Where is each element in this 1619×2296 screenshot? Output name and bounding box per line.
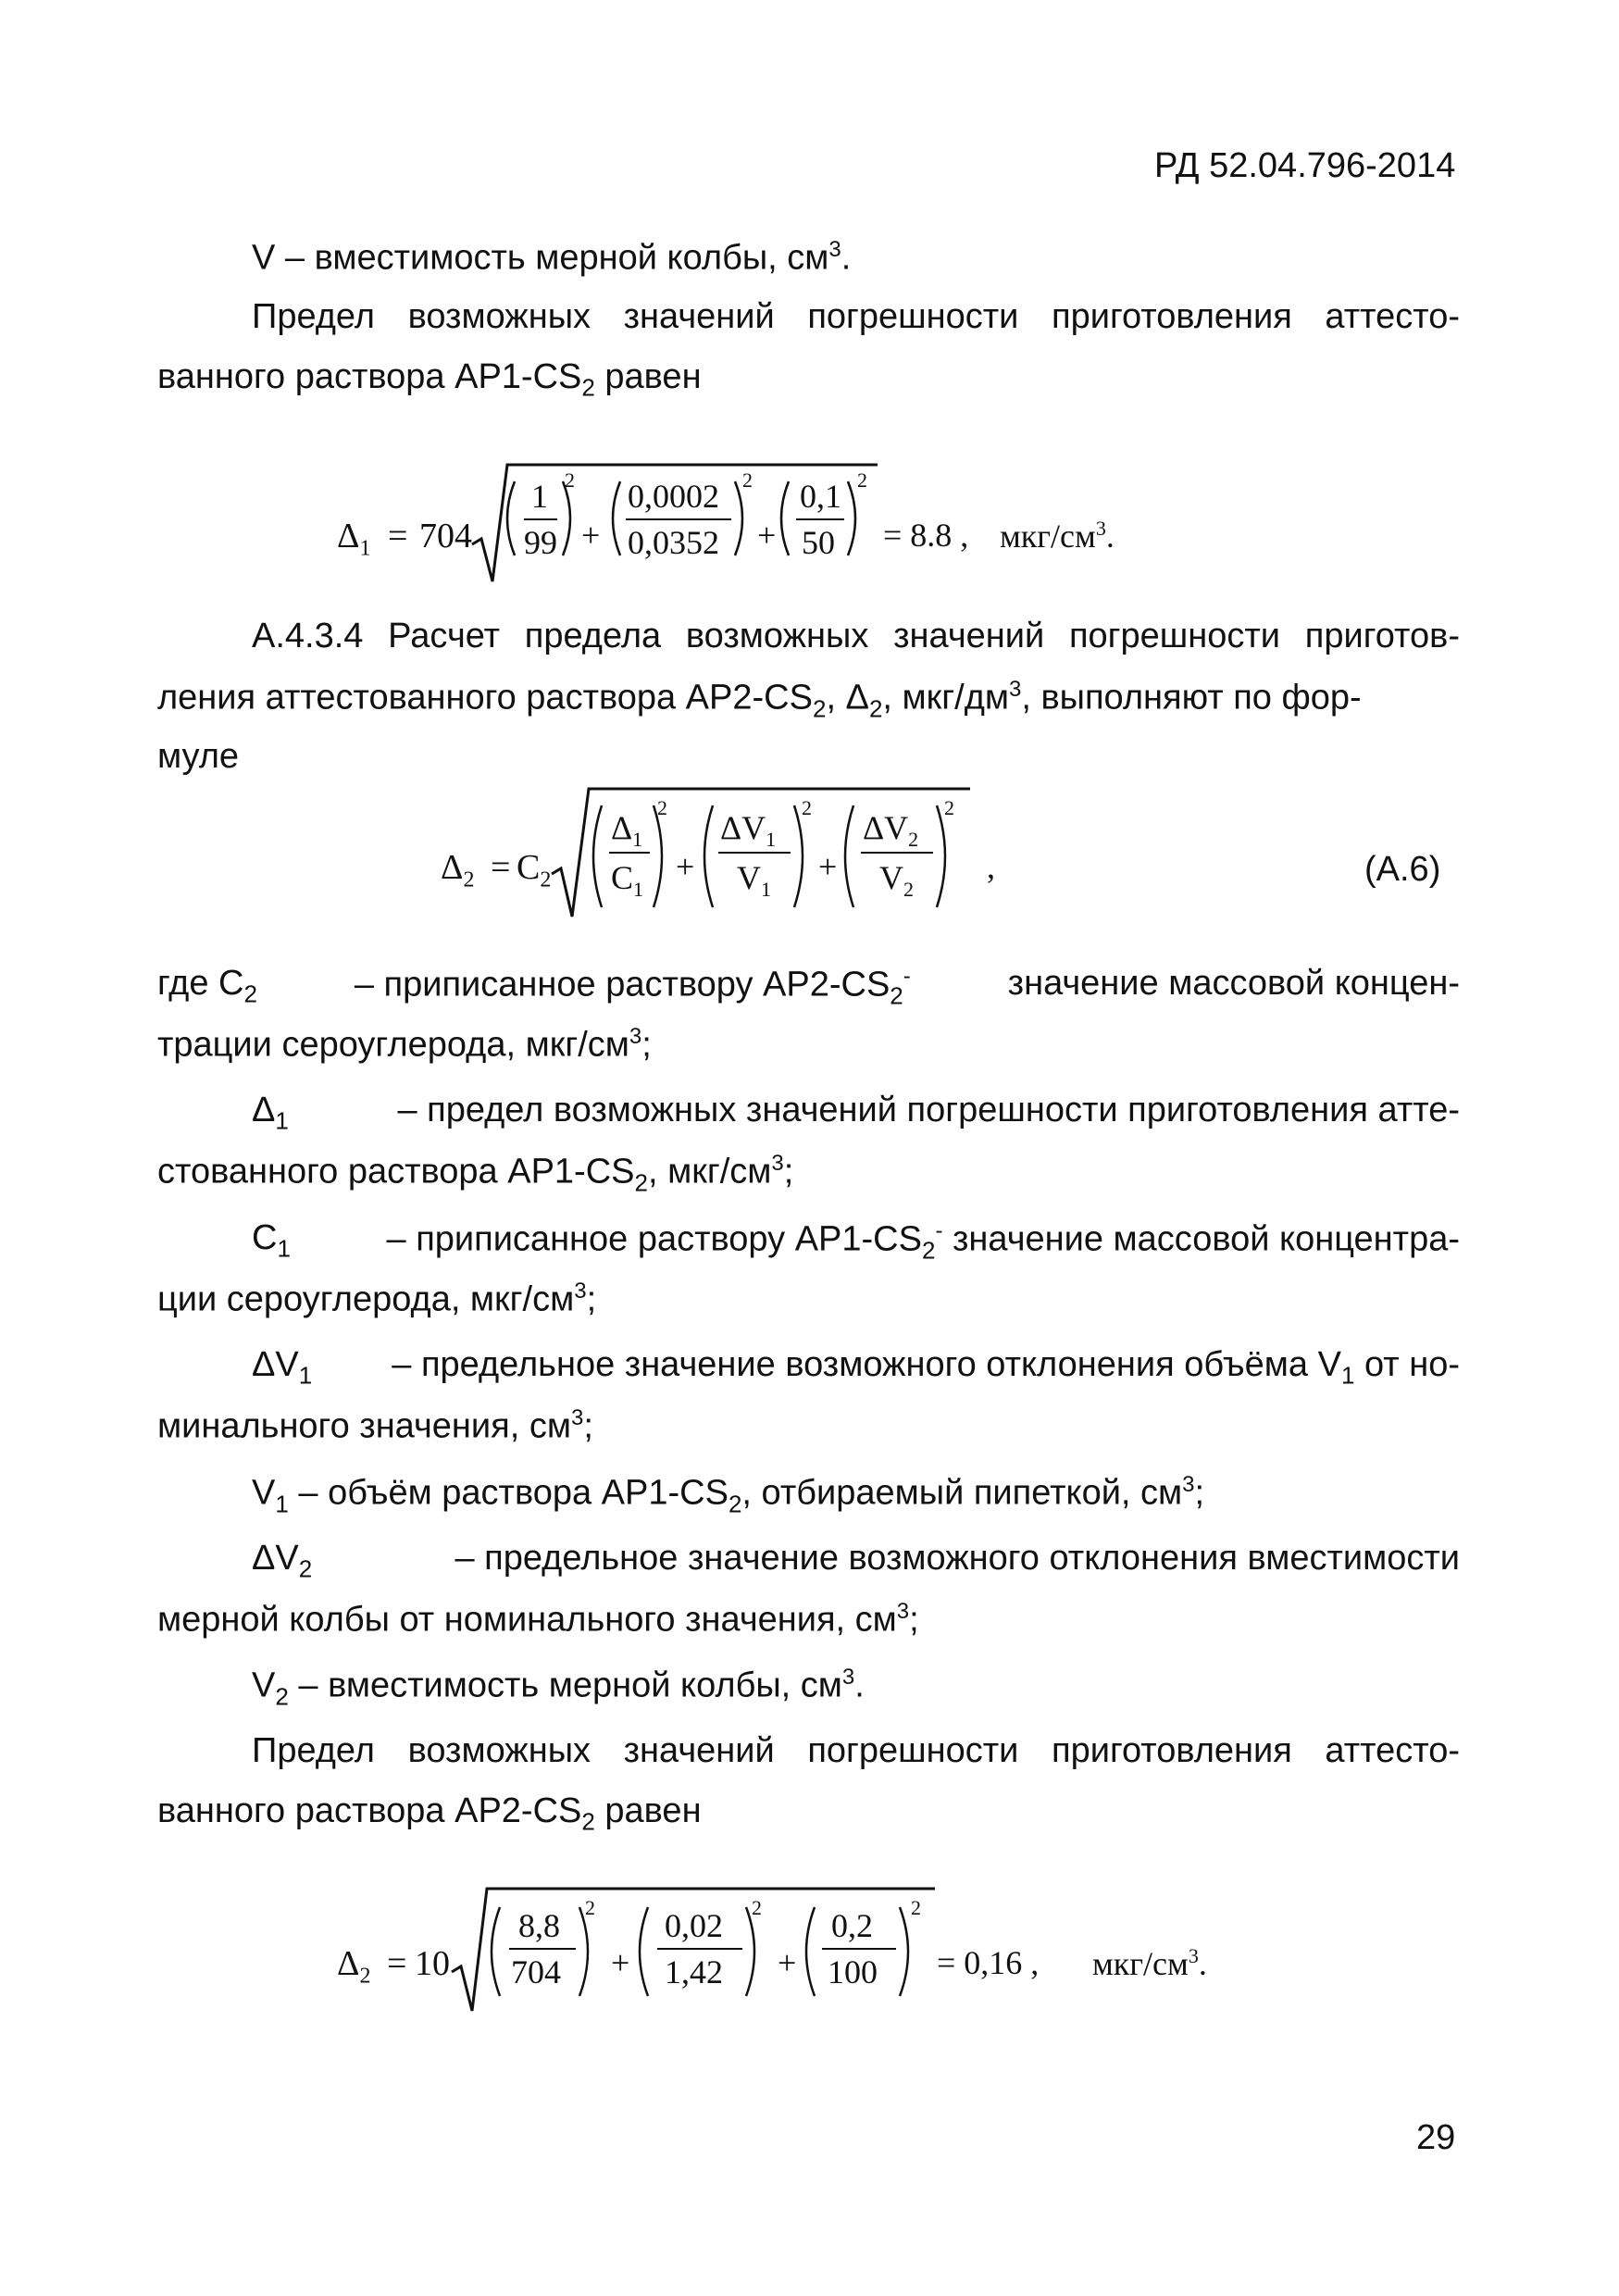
formula1-frac2-den: 0,0352 — [628, 524, 719, 561]
formula1-equals: = — [388, 517, 408, 555]
dv2-def-line1 — [252, 1541, 1460, 1581]
formula1-frac1-num: 1 — [531, 478, 548, 515]
formula2-frac2-den: $V_1$ — [737, 859, 771, 902]
formula1-exp2: 2 — [742, 468, 753, 492]
text: равен — [594, 357, 702, 396]
dv1-text: – предельное значение возможного отклонения объёма $V_1$ от но- — [392, 1345, 1460, 1390]
formula3-frac3-den: 100 — [828, 1953, 878, 1990]
formula1-frac3-line — [796, 518, 844, 520]
formula2-plus1: + — [676, 848, 695, 885]
formula3-plus2: + — [778, 1944, 797, 1981]
formula1-unit: мкг/$см^3$. — [1000, 517, 1115, 555]
formula3-plus1: + — [611, 1944, 630, 1981]
where-c2-line1 — [157, 964, 1460, 1010]
where-c2-part3: значение массовой концен- — [1007, 964, 1460, 1003]
section-a434-line1: А.4.3.4 Расчет предела возможных значений погрешности приготов- — [252, 617, 1460, 655]
formula3-exp3: 2 — [911, 1896, 921, 1919]
formula3-exp2: 2 — [752, 1896, 762, 1919]
formula1-exp1: 2 — [565, 468, 575, 492]
v1-def: $V_1$ – объём раствора $АР1-CS_2$, отбираемый пипеткой, $см^3$; — [252, 1472, 1205, 1518]
formula3-frac3-num: 0,2 — [831, 1907, 873, 1944]
document-id: РД 52.04.796-2014 — [1154, 146, 1456, 185]
delta1-def-line2: стованного раствора $АР1-CS_2$, мкг/$см^3$; — [157, 1151, 794, 1197]
subscript: 2 — [581, 373, 595, 402]
formula3-result: = 0,16 , — [937, 1944, 1040, 1981]
dv1-symbol: $\Delta V_1$ — [252, 1345, 313, 1390]
paragraph-limit-ap2-line1: Предел возможных значений погрешности приготовления аттесто- — [252, 1731, 1460, 1770]
page-number: 29 — [1416, 2118, 1456, 2157]
delta1-text: – предел возможных значений погрешности приготовления атте- — [397, 1091, 1460, 1129]
formula3-unit: мкг/$см^3$. — [1092, 1944, 1207, 1982]
formula1-result: = 8.8 , — [883, 517, 969, 554]
paragraph-limit-ap2-line2: ванного раствора $АР2-CS_2$ равен — [157, 1791, 702, 1836]
superscript: 3 — [828, 237, 841, 262]
formula2-equals: = — [491, 848, 511, 887]
section-a434-line2 — [157, 677, 1460, 723]
text: ванного раствора АР1-CS — [157, 357, 582, 396]
formula1-frac2-num: 0,0002 — [628, 478, 719, 515]
formula3-frac1-line — [509, 1948, 576, 1950]
c1-def-line1 — [252, 1218, 1460, 1265]
paragraph-limit-ap1-line2 — [157, 359, 702, 400]
paragraph-limit-ap1-line1: Предел возможных значений погрешности приготовления аттесто- — [252, 297, 1460, 336]
v2-def: $V_2$ – вместимость мерной колбы, $см^3$. — [252, 1665, 865, 1711]
formula3-exp1: 2 — [585, 1896, 595, 1919]
dv2-text: – предельное значение возможного отклонения вместимости — [455, 1539, 1460, 1578]
text: . — [841, 238, 852, 278]
formula1-exp3: 2 — [857, 468, 867, 492]
formula2-plus2: + — [818, 848, 838, 885]
formula2-exp2: 2 — [802, 796, 812, 819]
formula2-frac3-den: $V_2$ — [879, 859, 914, 902]
formula1-frac3-den: 50 — [802, 524, 835, 561]
formula1-frac3-num: 0,1 — [800, 478, 841, 515]
where-c2-part1: где $С_2$ — [157, 964, 257, 1008]
dv1-def-line1 — [252, 1347, 1460, 1388]
formula2-coefficient: $C_2$ — [517, 848, 552, 892]
c1-symbol: $С_1$ — [252, 1218, 291, 1263]
formula1-plus1: + — [581, 517, 601, 554]
formula3-equals: = — [387, 1944, 407, 1983]
paragraph-volume-definition — [252, 239, 851, 276]
delta1-symbol: $\Delta_1$ — [252, 1091, 289, 1135]
dv2-symbol: $\Delta V_2$ — [252, 1539, 313, 1583]
delta1-def-line1 — [252, 1092, 1460, 1133]
formula2-frac1-den: $C_1$ — [611, 859, 644, 902]
formula3-coefficient: 10 — [415, 1944, 450, 1983]
formula2-frac2-line — [718, 852, 791, 854]
where-c2-part2: – приписанное раствору $АР2-CS_2^-$ — [354, 964, 911, 1010]
dv2-def-line2: мерной колбы от номинального значения, $см^3$; — [157, 1599, 919, 1640]
formula2-frac1-line — [609, 852, 650, 854]
formula3-lhs: $\Delta_2$ — [337, 1944, 371, 1989]
formula3-frac1-den: 704 — [511, 1953, 561, 1990]
formula3-frac2-num: 0,02 — [665, 1907, 723, 1944]
formula2-frac3-line — [861, 852, 933, 854]
formula3-frac2-line — [657, 1948, 742, 1950]
section-a434-line2-text: ления аттестованного раствора $АР2-CS_2$, $\Delta_2$, мкг/$дм^3$, выполняют по фор- — [157, 677, 1362, 723]
formula2-number: (А.6) — [1364, 850, 1441, 889]
text: V – вместимость мерной колбы, см — [252, 238, 829, 278]
formula2-exp3: 2 — [944, 796, 954, 819]
formula1-frac1-den: 99 — [524, 524, 557, 561]
formula3-frac2-den: 1,42 — [665, 1953, 723, 1990]
formula2-tail: , — [987, 848, 995, 885]
formula1-lhs: $\Delta_1$ — [337, 517, 371, 561]
where-c2-line2: трации сероуглерода, мкг/$см^3$; — [157, 1024, 652, 1065]
dv1-def-line2: минального значения, $см^3$; — [157, 1405, 593, 1446]
formula2-frac1-num: $\Delta_1$ — [611, 809, 643, 852]
c1-def-line2: ции сероуглерода, мкг/$см^3$; — [157, 1279, 597, 1319]
formula3-frac1-num: 8,8 — [518, 1907, 560, 1944]
formula1-frac2-line — [626, 518, 731, 520]
section-a434-line3: муле — [157, 737, 240, 776]
formula3-frac3-line — [822, 1948, 896, 1950]
c1-text: – приписанное раствору $АР1-CS_2^-$ значение массовой концентра- — [386, 1218, 1460, 1265]
formula2-exp1: 2 — [657, 796, 667, 819]
formula2-frac2-num: $\Delta V_1$ — [720, 809, 777, 852]
formula2-frac3-num: $\Delta V_2$ — [863, 809, 919, 852]
formula1-coefficient: 704 — [419, 517, 472, 555]
formula1-frac1-line — [524, 518, 557, 520]
formula2-lhs: $\Delta_2$ — [441, 848, 475, 892]
formula1-plus2: + — [757, 517, 777, 554]
